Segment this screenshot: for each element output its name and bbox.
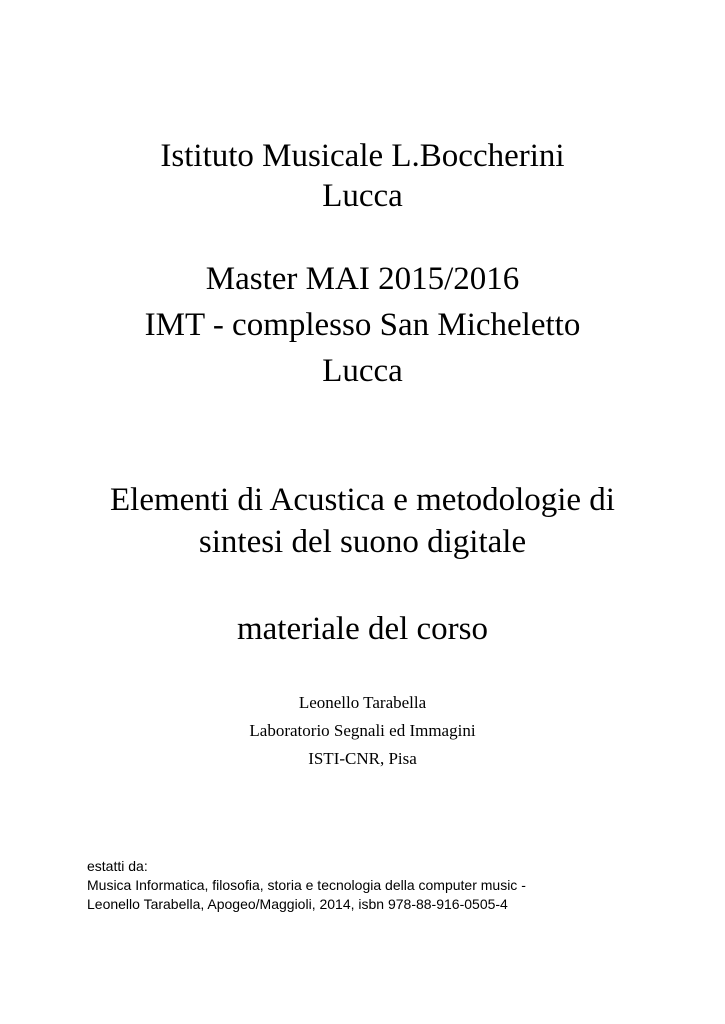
course-title-line2: sintesi del suono digitale — [198, 524, 527, 560]
source-line2: Leonello Tarabella, Apogeo/Maggioli, 2014, isbn 978-88-916-0505-4 — [87, 896, 508, 912]
master-title: Master MAI 2015/2016 — [205, 261, 520, 297]
institute-name: Istituto Musicale L.Boccherini — [160, 138, 565, 174]
course-subtitle: materiale del corso — [236, 611, 489, 647]
master-venue: IMT - complesso San Micheletto — [144, 307, 581, 343]
source-intro: estatti da: — [87, 858, 148, 874]
institute-city: Lucca — [322, 178, 403, 214]
source-line1: Musica Informatica, filosofia, storia e tecnologia della computer music - — [87, 877, 526, 893]
master-city: Lucca — [322, 353, 403, 389]
author-affiliation: ISTI-CNR, Pisa — [308, 749, 417, 768]
author-name: Leonello Tarabella — [298, 693, 427, 712]
course-title-line1: Elementi di Acustica e metodologie di — [110, 482, 615, 518]
author-lab: Laboratorio Segnali ed Immagini — [249, 721, 476, 740]
